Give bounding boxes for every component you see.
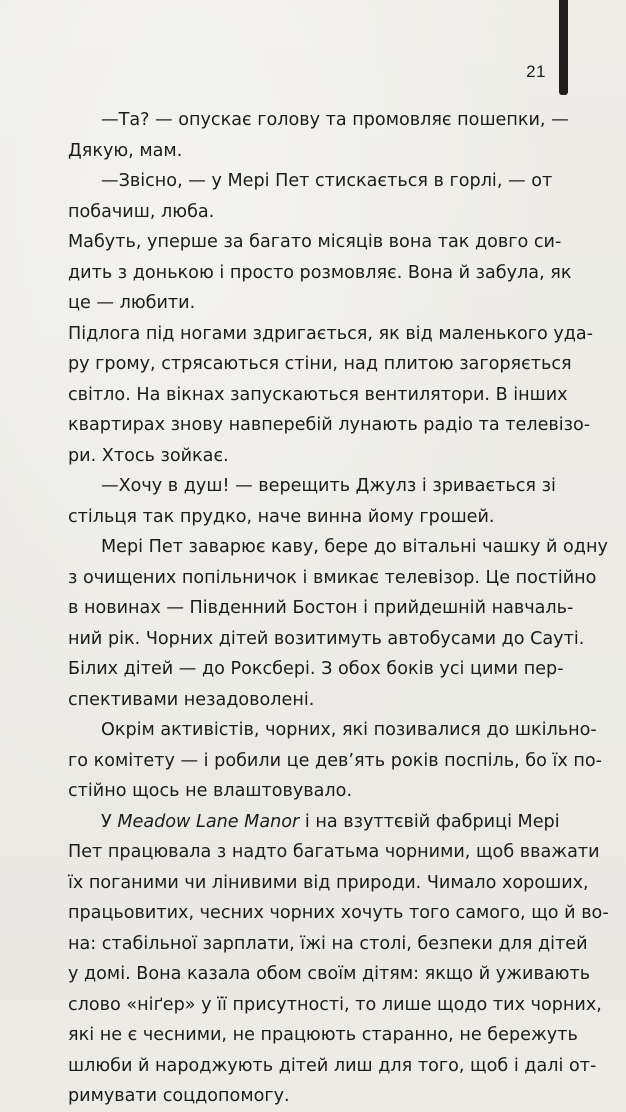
text-line: в новинах — Південний Бостон і прийдешній навчаль- — [68, 598, 574, 618]
text-line: стійно щось не влаштовувало. — [68, 781, 353, 801]
paragraph — [101, 105, 569, 136]
text-line: ру грому, стрясаються стіни, над плитою загоряється — [68, 354, 572, 374]
text-line: побачиш, люба. — [68, 201, 215, 222]
paragraph — [68, 319, 594, 472]
text-line: квартирах знову навперебій лунають радіо та телевізо- — [68, 415, 591, 435]
text-line: з очищених попільничок і вмикає телевізор. Це постійно — [68, 567, 597, 588]
text-line: слово «ніґер» у її присутності, то лише щодо тих чорних, — [68, 994, 602, 1015]
page-number: 21 — [526, 62, 546, 81]
paragraph-continuation — [68, 502, 542, 533]
text-line-lead — [101, 807, 560, 838]
text-line: Окрім активістів, чорних, які позивалися до шкільно- — [101, 720, 597, 740]
text-line: їх поганими чи лінивими від природи. Чимало хороших, — [68, 872, 589, 893]
text-line: —Звісно, — у Мері Пет стискається в горлі, — от — [101, 171, 553, 191]
text-line: Дякую, мам. — [68, 140, 183, 161]
paragraph — [68, 227, 572, 319]
paragraph — [101, 532, 608, 563]
text-line: на: стабільної зарплати, їжі на столі, безпеки для дітей — [68, 933, 588, 954]
paragraph — [101, 715, 597, 746]
text-line: які не є чесними, не працюють старанно, не бережуть — [68, 1025, 578, 1045]
text-line: працьовитих, чесних чорних хочуть того самого, що й во- — [68, 903, 609, 923]
text-line: Мабуть, уперше за багато місяців вона так довго си- — [68, 232, 562, 252]
text-line: Пет працювала з надто багатьма чорними, щоб вважати — [68, 842, 600, 862]
text-line: Підлога під ногами здригається, як від маленького уда- — [68, 323, 594, 344]
paragraph — [101, 807, 560, 838]
text-line: римувати соцдопомогу. — [68, 1086, 290, 1106]
paragraph — [101, 471, 556, 502]
text-line: ри. Хтось зойкає. — [68, 445, 229, 466]
text-line: шлюби й народжують дітей лиш для того, щоб і далі от- — [68, 1055, 597, 1076]
paragraph — [101, 166, 553, 197]
italic-title: Meadow Lane Manor — [117, 811, 300, 832]
text-line: Білих дітей — до Роксбері. З обох боків усі цими пер- — [68, 659, 564, 679]
paragraph-continuation — [68, 837, 609, 1112]
paragraph-continuation — [68, 563, 597, 716]
text-line: у домі. Вона казала обом своїм дітям: якщо й уживають — [68, 964, 591, 984]
text-line: стільця так прудко, наче винна йому грошей. — [68, 506, 495, 527]
page-edge-marker — [559, 0, 568, 95]
text-line: це — любити. — [68, 293, 196, 313]
text-line: Мері Пет заварює каву, бере до вітальні чашку й одну — [101, 537, 608, 557]
text-line: го комітету — і робили це дев’ять років поспіль, бо їх по- — [68, 750, 603, 771]
paragraph-continuation — [68, 197, 542, 228]
paragraph-continuation — [68, 746, 603, 807]
lead-suffix: і на взуттєвій фабриці Мері — [299, 811, 560, 832]
lead-prefix: У — [101, 811, 118, 832]
body-text — [68, 105, 609, 1112]
paragraph-continuation — [68, 136, 542, 167]
text-line: спективами незадоволені. — [68, 689, 315, 710]
text-line: дить з донькою і просто розмовляє. Вона й забула, як — [68, 262, 572, 283]
text-line: світло. На вікнах запускаються вентилятори. В інших — [68, 384, 568, 405]
text-line: —Хочу в душ! — верещить Джулз і зривається зі — [101, 476, 556, 496]
text-line: ний рік. Чорних дітей возитимуть автобусами до Сауті. — [68, 628, 585, 649]
text-line: —Та? — опускає голову та промовляє пошепки, — — [101, 110, 569, 130]
